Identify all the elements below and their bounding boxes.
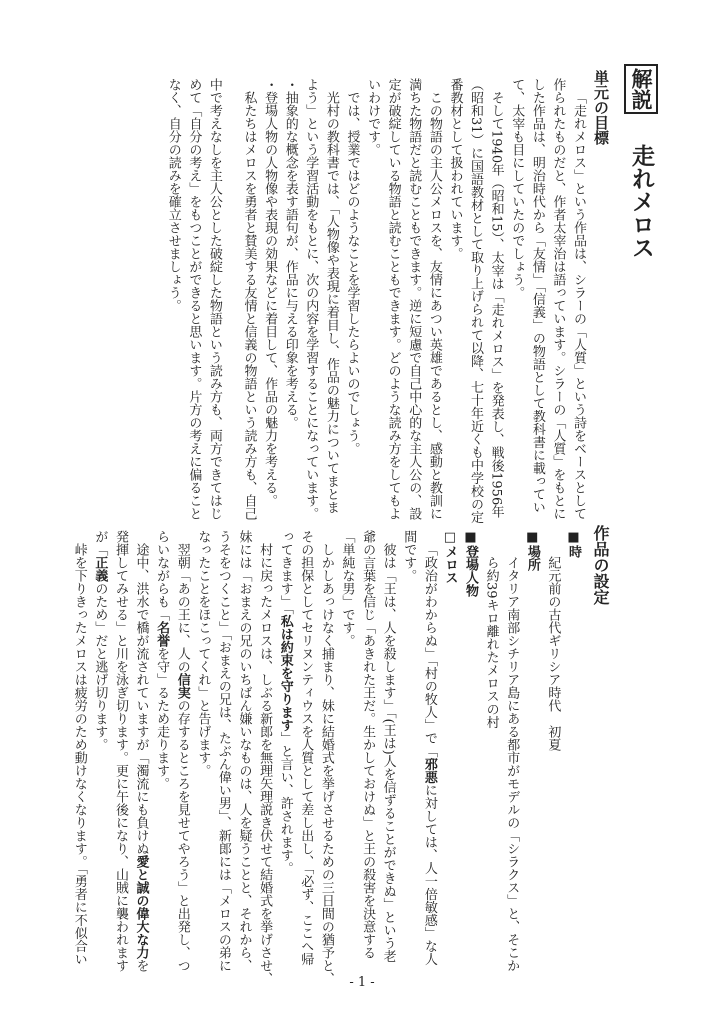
text-line <box>480 530 501 960</box>
text-segment: うそをつくこと」「おまえの兄は、たぶん偉い男」、新郎には「メロスの弟に <box>215 530 231 972</box>
text-line <box>238 78 259 520</box>
text-line <box>89 530 110 960</box>
section-subheading <box>459 530 480 960</box>
text-segment: ■場所 <box>524 530 540 571</box>
text-segment: 紀元前の古代ギリシア時代 初夏 <box>545 556 561 751</box>
emphasized-text: 信実 <box>174 673 190 699</box>
text-segment: のため」だと逃げ切ります。 <box>92 582 108 751</box>
text-segment: て、太宰も目にしていたのでしょう。 <box>509 78 525 299</box>
text-line <box>315 530 336 985</box>
text-segment: 彼は「王は、人を殺します」「(王は)人を信ずることができぬ」という老 <box>380 543 396 963</box>
text-line <box>279 78 300 508</box>
text-segment: そして1940年（昭和15）、太宰は「走れメロス」を発表し、戦後1956年 <box>488 91 504 519</box>
text-segment: 満ちた物語だと読むこともできます。逆に短慮で自己中心的な主人公の、設 <box>406 78 422 520</box>
text-segment: 翌朝「あの王に、人の <box>174 543 190 673</box>
text-segment: しかしあっけなく捕まり、妹に結婚式を挙げさせるための三日間の猶予と、 <box>318 543 334 985</box>
text-segment: 峠を下りきったメロスは疲労のため動けなくなります。「勇者に不似合い <box>71 543 87 966</box>
text-segment: ■登場人物 <box>463 530 479 597</box>
text-line <box>423 78 444 520</box>
text-segment: イタリア南部シチリア島にある都市がモデルの「シラクス」と、そこか <box>504 556 520 972</box>
text-segment: その担保としてセリヌンティウスを人質として差し出し、「必ず、ここへ帰 <box>298 530 314 966</box>
text-line <box>336 530 357 960</box>
text-segment: 村に戻ったメロスは、しぶる新郎を無理矢理説き伏せて結婚式を挙げさせ、 <box>257 543 273 985</box>
text-line <box>542 530 563 960</box>
text-line <box>320 78 341 514</box>
text-line <box>444 78 465 508</box>
text-segment: ■時 <box>566 530 581 558</box>
text-line <box>501 530 522 972</box>
text-segment: らいながらも「 <box>154 530 170 621</box>
text-segment: 作られたものだと、作者太宰治は語っています。シラーの「人質」をもとに <box>550 78 566 520</box>
text-line <box>485 78 506 519</box>
emphasized-text: 邪悪 <box>421 757 437 784</box>
text-segment: 定が破綻している物語と読むこともできます。どのような読み方をしてもよ <box>385 78 401 520</box>
section-subheading <box>562 530 583 960</box>
text-segment: では、授業ではどのようなことを学習したらよいのでしょう。 <box>344 91 360 455</box>
text-line <box>526 78 547 514</box>
unit-goal-body <box>162 78 588 524</box>
emphasized-text: 名誉 <box>154 621 170 647</box>
text-line <box>382 78 403 520</box>
work-settings-body <box>68 530 583 985</box>
text-line <box>403 78 424 520</box>
text-line <box>567 78 588 520</box>
text-segment: ってきます」「 <box>277 530 293 615</box>
page-number: - 1 - <box>349 975 375 990</box>
text-line <box>341 78 362 508</box>
text-line <box>356 530 377 960</box>
text-line <box>254 530 275 985</box>
text-segment: 途中、洪水で橋が流されていますが「濁流にも負けぬ <box>133 543 149 855</box>
emphasized-text: 私は約束を守ります <box>277 614 293 732</box>
text-segment: ・登場人物の人物像や表現の効果などに着目して、作品の魅力を考える。 <box>262 78 278 507</box>
text-line <box>151 530 172 960</box>
text-segment: 「政治がわからぬ」「村の牧人」で「 <box>421 543 437 758</box>
text-line <box>506 78 527 508</box>
text-line <box>233 530 254 972</box>
text-line <box>109 530 130 972</box>
text-segment: ・抽象的な概念を表す語句が、作品に与える印象を考える。 <box>282 78 298 429</box>
text-segment: 「走れメロス」という作品は、シラーの「人質」という詩をベースとして <box>571 91 586 520</box>
text-line <box>259 78 280 508</box>
text-line <box>361 78 382 508</box>
text-segment: 爺の言葉を信じ「あきれた王だ。生かしておけぬ」と王の殺害を決意する <box>360 530 376 959</box>
text-line <box>192 530 213 960</box>
text-segment: □メロス <box>442 530 458 584</box>
text-segment: が「 <box>92 530 108 556</box>
text-segment: に対しては、人一倍敏感」な人 <box>421 783 437 966</box>
text-segment: 私たちはメロスを勇者と賛美する友情と信義の物語という読み方も、自己 <box>241 91 257 520</box>
text-line <box>274 530 295 960</box>
text-line <box>183 78 204 520</box>
text-segment: した作品は、明治時代から「友情」「信義」の物語として教科書に載ってい <box>529 78 545 514</box>
text-segment: 光村の教科書では、「人物像や表現に着目し、作品の魅力についてまとま <box>323 91 339 514</box>
text-line <box>68 530 89 966</box>
text-segment: なく、自分の読みを確立させましょう。 <box>165 78 181 312</box>
commentary-label-box: 解説 <box>624 64 658 114</box>
text-line <box>171 530 192 972</box>
text-segment: 間です。 <box>401 530 417 582</box>
unit-goal-heading: 単元の目標 <box>592 70 610 145</box>
text-segment: を <box>133 959 149 972</box>
text-segment: の存するところを見せてやろう」と出発し、つ <box>174 699 190 972</box>
document-title <box>628 64 658 259</box>
section-subheading <box>521 530 542 960</box>
text-line <box>377 530 398 963</box>
text-line <box>464 78 485 524</box>
section-subheading <box>439 530 460 960</box>
text-segment: （昭和31）に国語教材として取り上げられて以降、七十年近くも中学校の定 <box>468 78 484 524</box>
text-segment: 発揮してみせる」と川を泳ぎ切ります。更に午後になり、山賊に襲われます <box>112 530 128 972</box>
text-line <box>300 78 321 520</box>
text-line <box>212 530 233 972</box>
text-line <box>398 530 419 960</box>
text-line <box>203 78 224 520</box>
text-line <box>130 530 151 972</box>
text-segment: いわけです。 <box>365 78 381 156</box>
text-segment: 「単純な男」です。 <box>339 530 355 647</box>
text-segment: よう」という学習活動をもとに、次の内容を学習することになっています。 <box>303 78 319 520</box>
page-title: 走れメロス <box>628 144 654 260</box>
text-line <box>295 530 316 966</box>
text-line <box>162 78 183 508</box>
text-segment: 妹には「おまえの兄のいちばん嫌いなものは、人を疑うことと、それから、 <box>236 530 252 972</box>
text-segment: めて「自分の考え」をもつことができると思います。片方の考えに偏ること <box>186 78 202 520</box>
text-line <box>547 78 568 520</box>
text-segment: 中で考えなしを主人公とした破綻した物語という読み方も、両方できてはじ <box>206 78 222 520</box>
text-segment: ら約39キロ離れたメロスの村 <box>483 556 499 729</box>
work-settings-heading: 作品の設定 <box>591 525 610 605</box>
text-segment: 番教材として扱われています。 <box>447 78 463 260</box>
text-line <box>418 530 439 966</box>
text-segment: を守」るため走ります。 <box>154 647 170 790</box>
text-segment: 」と言い、許されます。 <box>277 731 293 875</box>
emphasized-text: 正義 <box>92 556 108 582</box>
text-segment: なったことをほこってくれ」と告げます。 <box>195 530 211 777</box>
text-segment: この物語の主人公メロスを、友情にあつい英雄であるとし、感動と教訓に <box>426 91 442 520</box>
emphasized-text: 愛と誠の偉大な力 <box>133 855 149 959</box>
